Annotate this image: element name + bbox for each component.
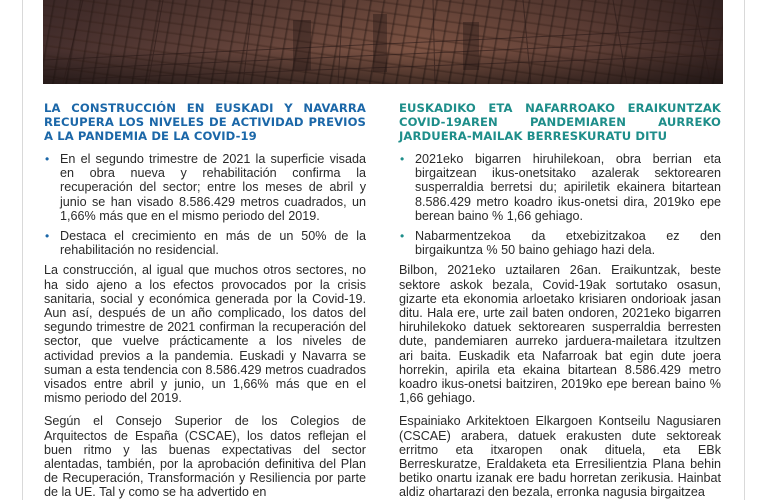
basque-paragraph: Bilbon, 2021eko uztailaren 26an. Eraikuntzak, beste sektore askok bezala, Covid-19ak sortutako osasun, gizarte eta ekonomia arloetako krisiaren ondorioak jasan ditu. Hala ere, urte zail baten ondoren, 2021eko bigarren hiruhilekoko datuek sektorearen susperraldia berresten dute, pandemiaren aurreko jarduera-mailetara itzultzen ari baita. Euskadik eta Nafarroak bat egin dute joera horrekin, apirila eta ekaina bitartean 8.586.429 metro koadro ikus-onetsi baitziren, 2019ko epe berean baino % 1,66 gehiago. bbox=[399, 263, 721, 406]
spanish-column bbox=[44, 101, 366, 500]
spanish-heading: LA CONSTRUCCIÓN EN EUSKADI Y NAVARRA RECUPERA LOS NIVELES DE ACTIVIDAD PREVIOS A LA PANDEMIA DE LA COVID-19 bbox=[44, 101, 366, 143]
bullet-icon: • bbox=[45, 229, 50, 244]
page-border-right bbox=[744, 0, 745, 500]
list-item: • En el segundo trimestre de 2021 la superficie visada en obra nueva y rehabilitación confirma la recuperación del sector; entre los meses de abril y junio se han visado 8.586.429 metros cuadrados, un 1,66% más que en el mismo periodo del 2019. bbox=[45, 152, 366, 223]
spanish-paragraph: La construcción, al igual que muchos otros sectores, no ha sido ajeno a los efectos provocados por la crisis sanitaria, social y económica generada por la Covid-19. Aun así, después de un año complicado, los datos del segundo trimestre de 2021 confirman la recuperación del sector, que vuelve prácticamente a los niveles de actividad previos a la pandemia. Euskadi y Navarra se suman a esta tendencia con 8.586.429 metros cuadrados visados entre abril y junio, un 1,66% más que en el mismo periodo del 2019. bbox=[44, 263, 366, 406]
bullet-icon: • bbox=[45, 152, 50, 166]
basque-bullet-list bbox=[399, 152, 721, 257]
rebar-pattern bbox=[43, 0, 723, 84]
basque-paragraph: Espainiako Arkitektoen Elkargoen Kontseilu Nagusiaren (CSCAE) arabera, datuek erakusten dute sektoreak erritmo eta itxaropen onak dituela, eta EBk Berreskuratze, Eraldaketa eta Erresilientzia Plana behin betiko onartu izanak ere badu horretan zerikusia. Hainbat aldiz ohartarazi den bezala, erronka nagusia birgaitzea bbox=[399, 414, 721, 500]
list-item: • 2021eko bigarren hiruhilekoan, obra berrian eta birgaitzean ikus-onetsitako azalerak sektorearen susperraldia berretsi du; apiriletik ekainera bitartean 8.586.429 metro koadro ikus-onetsi dira, 2019ko epe berean baino % 1,66 gehiago. bbox=[400, 152, 721, 223]
bullet-icon: • bbox=[400, 229, 405, 244]
basque-heading: EUSKADIKO ETA NAFARROAKO ERAIKUNTZAK COVID-19AREN PANDEMIAREN AURREKO JARDUERA-MAILAK BERRESKURATU DITU bbox=[399, 101, 721, 143]
list-item: • Nabarmentzekoa da etxebizitzakoa ez den birgaikuntza % 50 baino gehiago hazi dela. bbox=[400, 229, 721, 258]
basque-column bbox=[399, 101, 721, 500]
spanish-paragraph: Según el Consejo Superior de los Colegios de Arquitectos de España (CSCAE), los datos reflejan el buen ritmo y las buenas expectativas del sector alentadas, también, por la aprobación definitiva del Plan de Recuperación, Transformación y Resiliencia por parte de la UE. Tal y como se ha advertido en bbox=[44, 414, 366, 500]
spanish-bullet-list bbox=[44, 152, 366, 257]
list-item: • Destaca el crecimiento en más de un 50% de la rehabilitación no residencial. bbox=[45, 229, 366, 258]
page-border-left bbox=[22, 0, 23, 500]
hero-construction-photo bbox=[43, 0, 723, 84]
bullet-icon: • bbox=[400, 152, 405, 166]
